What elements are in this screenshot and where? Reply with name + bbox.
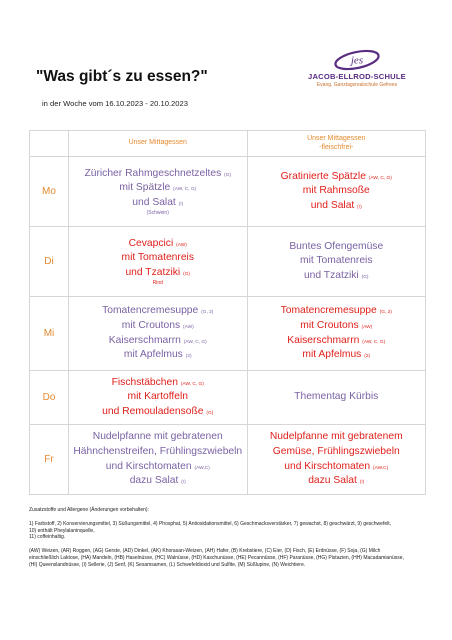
allergens-list: (AW) Weizen, (AR) Roggen, (AG) Gerste, (AD) Dinkel, (AK) Khorasan-Weizen, (AH) Hafer, (B) Krebstiere, (C) Eier, (D) Fisch, (E) Erdnüsse, (F) Soja, (G) Milch einschließlich Laktose, (HA) Mandeln, (HB) Haselnüsse, (HC) Walnüsse, (HD) Kaschunüsse, (HE) Pecannüsse, (HF) Paranüsse, (HG) Pistazien, (HH) Macadamianüsse, (HI) Queenslandnüsse, (I) Sellerie, (J) Senf, (K) Sesamsamen, (L) Schwefeldioxid und Sulfite, (M) Süßlupine, (N) Weichtiere. bbox=[29, 548, 404, 568]
menu-table bbox=[29, 130, 426, 495]
dish-meatfree-do: Thementag Kürbis bbox=[247, 371, 426, 425]
school-logo bbox=[292, 49, 422, 99]
dish-regular-do: Fischstäbchen (AW, C, G) mit Kartoffeln und Remouladensoße (G) bbox=[69, 371, 248, 425]
menu-header-row bbox=[30, 131, 426, 157]
week-range: in der Woche vom 16.10.2023 - 20.10.2023 bbox=[42, 99, 188, 108]
svg-text:jes: jes bbox=[350, 54, 364, 67]
day-label: Fr bbox=[30, 425, 69, 495]
dish-regular-di: Cevapcici (AW) mit Tomatenreis und Tzatziki (G) Rind bbox=[69, 227, 248, 297]
menu-row-mo bbox=[30, 157, 426, 227]
header-day-cell bbox=[30, 131, 69, 157]
dish-meatfree-mi: Tomatencremesuppe (G, 2) mit Croutons (AW) Kaiserschmarrn (AW, C, G) mit Apfelmus (2) bbox=[247, 297, 426, 371]
school-name: JACOB-ELLROD-SCHULE bbox=[308, 72, 406, 81]
menu-row-do bbox=[30, 371, 426, 425]
menu-row-di bbox=[30, 227, 426, 297]
dish-meatfree-fr: Nudelpfanne mit gebratenem Gemüse, Frühlingszwiebeln und Kirschtomaten (AW,C) dazu Salat (!) bbox=[247, 425, 426, 495]
header-regular: Unser Mittagessen bbox=[69, 131, 248, 157]
dish-meatfree-di: Buntes Ofengemüse mit Tomatenreis und Tzatziki (G) bbox=[247, 227, 426, 297]
meat-note: Rind bbox=[152, 280, 163, 287]
dish-regular-mo: Züricher Rahmgeschnetzeltes (G) mit Spätzle (AW, C, G) und Salat (!) (Schwein) bbox=[69, 157, 248, 227]
day-label: Di bbox=[30, 227, 69, 297]
dish-regular-mi: Tomatencremesuppe (G, 2) mit Croutons (AW) Kaiserschmarrn (AW, C, G) mit Apfelmus (2) bbox=[69, 297, 248, 371]
allergen-legend bbox=[29, 507, 427, 568]
jes-logo-icon bbox=[331, 49, 383, 71]
dish-meatfree-mo: Gratinierte Spätzle (AW, C, G) mit Rahmsoße und Salat (!) bbox=[247, 157, 426, 227]
additives-list: 1) Farbstoff, 2) Konservierungsmittel, 3) Süßungsmittel, 4) Phosphat, 5) Antioxidationsmittel, 6) Geschmacksverstärker, 7) gewachst, 8) geschwärzt, 9) geschwefelt, 10) enthält Pheylalaninquelle, 11) coffeinhaltig. bbox=[29, 520, 392, 541]
menu-row-fr bbox=[30, 425, 426, 495]
day-label: Do bbox=[30, 371, 69, 425]
page-title: "Was gibt´s zu essen?" bbox=[36, 68, 208, 85]
dish-regular-fr: Nudelpfanne mit gebratenen Hähnchenstreifen, Frühlingszwiebeln und Kirschtomaten (AW,C) dazu Salat (!) bbox=[69, 425, 248, 495]
menu-row-mi bbox=[30, 297, 426, 371]
school-subtitle: Evang. Ganztagsrealschule Gefrees bbox=[316, 82, 398, 88]
header-meatfree: Unser Mittagessen -fleischfrei- bbox=[247, 131, 426, 157]
meat-note: (Schwein) bbox=[146, 210, 169, 217]
day-label: Mi bbox=[30, 297, 69, 371]
day-label: Mo bbox=[30, 157, 69, 227]
legend-heading: Zusatzstoffe und Allergene (Änderungen vorbehalten): bbox=[29, 507, 149, 513]
